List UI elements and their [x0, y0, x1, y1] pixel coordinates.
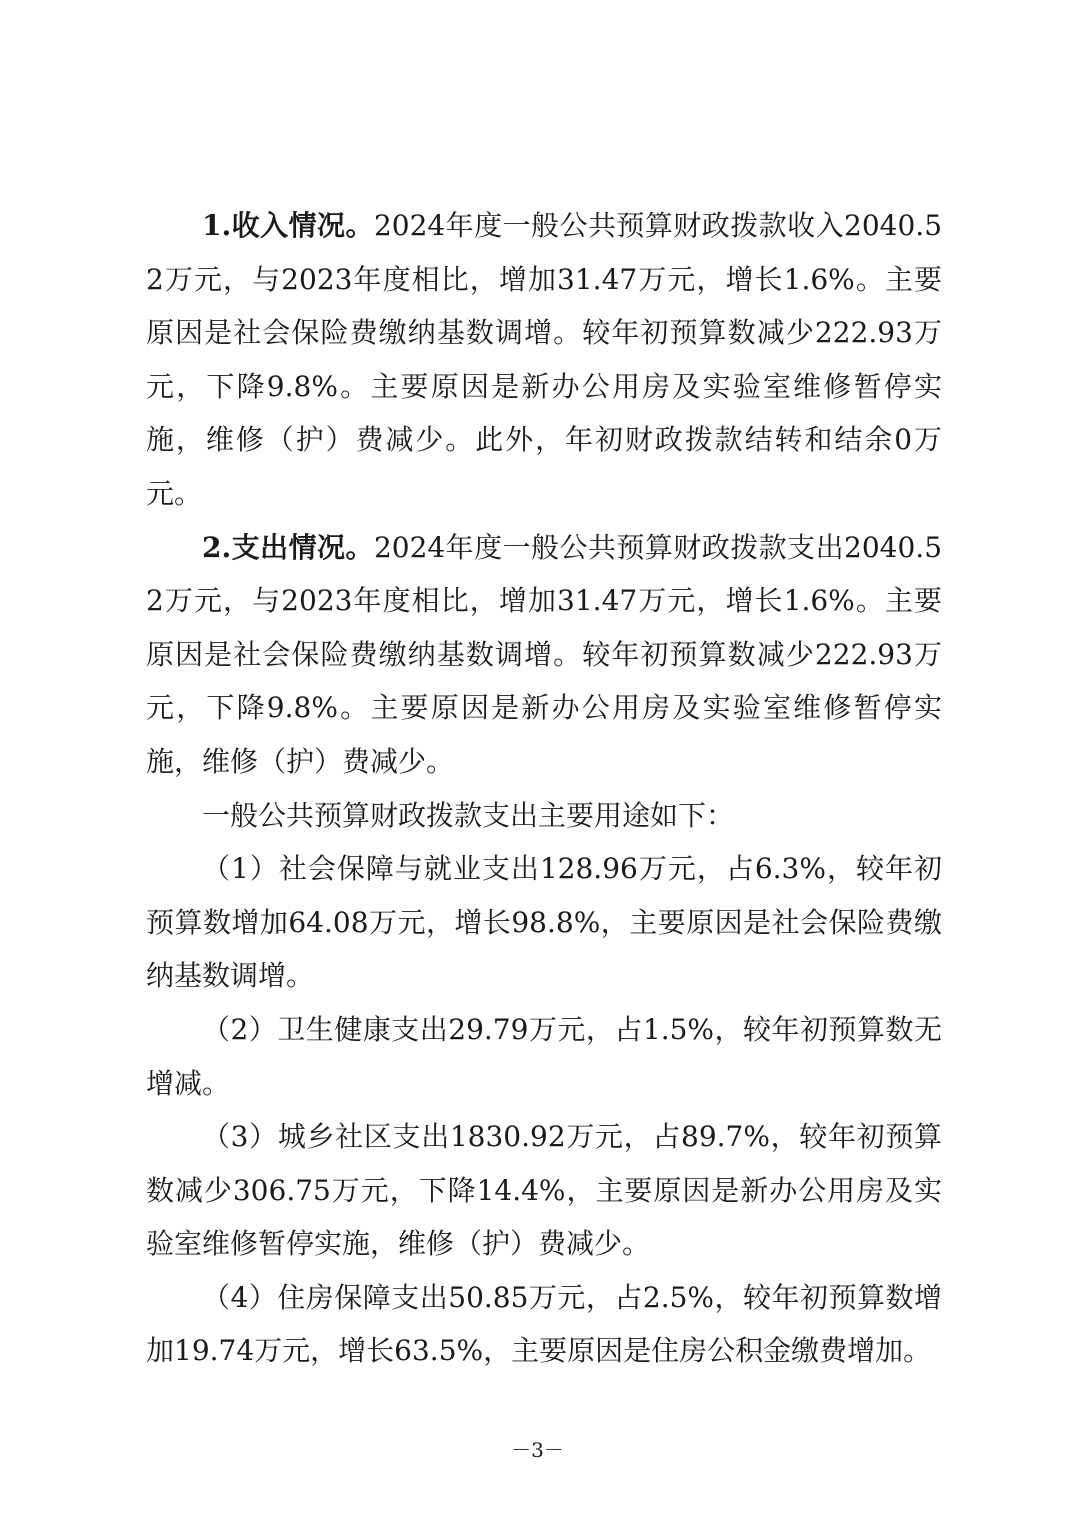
paragraph-item-3: （3）城乡社区支出1830.92万元，占89.7%，较年初预算数减少306.75万元，下降14.4%，主要原因是新办公用房及实验室维修暂停实施，维修（护）费减少。	[146, 1120, 942, 1261]
paragraph-item-1: （1）社会保障与就业支出128.96万元，占6.3%，较年初预算数增加64.08万元，增长98.8%，主要原因是社会保险费缴纳基数调增。	[146, 852, 942, 993]
paragraph-expenditure	[146, 521, 942, 789]
paragraph-income	[146, 199, 942, 521]
paragraph-item-4: （4）住房保障支出50.85万元，占2.5%，较年初预算数增加19.74万元，增长63.5%，主要原因是住房公积金缴费增加。	[146, 1280, 942, 1368]
page-number: －3－	[511, 1438, 564, 1462]
heading-income: 1.收入情况。	[202, 209, 374, 242]
paragraph-expenditure-text: 2024年度一般公共预算财政拨款支出2040.52万元，与2023年度相比，增加31.47万元，增长1.6%。主要原因是社会保险费缴纳基数调增。较年初预算数减少222.93万元，下降9.8%。主要原因是新办公用房及实验室维修暂停实施，维修（护）费减少。	[146, 530, 943, 778]
paragraph-item-2: （2）卫生健康支出29.79万元，占1.5%，较年初预算数无增减。	[146, 1012, 942, 1100]
paragraph-income-text: 2024年度一般公共预算财政拨款收入2040.52万元，与2023年度相比，增加31.47万元，增长1.6%。主要原因是社会保险费缴纳基数调增。较年初预算数减少222.93万元，下降9.8%。主要原因是新办公用房及实验室维修暂停实施，维修（护）费减少。此外，年初财政拨款结转和结余0万元。	[146, 209, 943, 510]
paragraph-uses-intro: 一般公共预算财政拨款支出主要用途如下：	[202, 798, 735, 832]
heading-expenditure: 2.支出情况。	[202, 530, 374, 564]
document-body	[146, 199, 942, 1378]
